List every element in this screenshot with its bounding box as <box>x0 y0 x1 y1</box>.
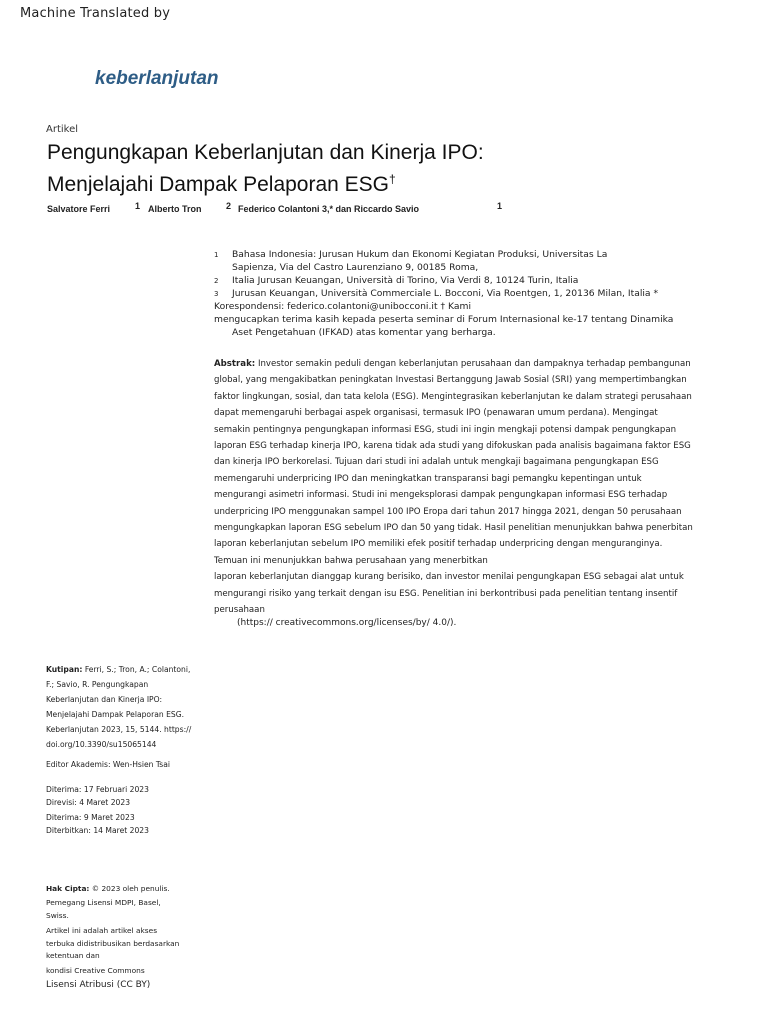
author-2[interactable]: Alberto Tron <box>148 204 202 214</box>
copyright-line: Swiss. <box>46 911 69 920</box>
copyright-line-text: © 2023 oleh penulis. <box>89 884 170 893</box>
citation-line: Keberlanjutan dan Kinerja IPO: <box>46 695 163 704</box>
title-dagger: † <box>389 172 396 186</box>
citation-line: Menjelajahi Dampak Pelaporan ESG. <box>46 710 184 719</box>
citation-line: F.; Savio, R. Pengungkapan <box>46 680 149 689</box>
abstract-label: Abstrak: <box>214 359 256 369</box>
cc-by-license[interactable]: Lisensi Atribusi (CC BY) <box>46 980 151 990</box>
abstract-line: dapat memengaruhi berbagai aspek organisasi, termasuk IPO (penawaran umum perdana). Mengingat <box>214 408 658 419</box>
abstract-line: Temuan ini menunjukkan bahwa perusahaan yang menerbitkan <box>214 555 488 566</box>
author-1-affil: 1 <box>135 201 141 211</box>
date-accepted: Diterima: 9 Maret 2023 <box>46 813 135 822</box>
open-access-note <box>46 925 201 977</box>
open-access-line: kondisi Creative Commons <box>46 965 145 975</box>
abstract-line-text: Investor semakin peduli dengan keberlanjutan perusahaan dan dampaknya terhadap pembangunan <box>255 359 691 369</box>
citation-label: Kutipan: <box>46 665 83 674</box>
article-type: Artikel <box>46 124 79 135</box>
abstract-line: mengungkapkan laporan ESG sebelum IPO dan 50 yang tidak. Hasil penelitian menunjukkan bahwa penerbitan <box>214 523 693 534</box>
citation-line-text: Ferri, S.; Tron, A.; Colantoni, <box>82 665 191 674</box>
date-revised: Direvisi: 4 Maret 2023 <box>46 798 131 807</box>
abstract-line: faktor lingkungan, sosial, dan tata kelola (ESG). Mengintegrasikan keberlanjutan ke dalam strategi perusahaan <box>214 391 692 402</box>
copyright-label: Hak Cipta: <box>46 884 90 893</box>
author-1[interactable]: Salvatore Ferri <box>47 204 111 214</box>
journal-name: keberlanjutan <box>95 68 219 89</box>
copyright <box>46 882 201 923</box>
abstract-line: dan kinerja IPO berkorelasi. Tujuan dari studi ini adalah untuk mengkaji bagaimana pengungkapan ESG <box>214 457 659 468</box>
abstract-line: mengurangi asimetri informasi. Studi ini mengeksplorasi dampak pengungkapan informasi ESG terhadap <box>214 490 668 501</box>
author-4-affil: 1 <box>497 201 503 211</box>
copyright-line <box>46 882 201 896</box>
abstract-line: laporan keberlanjutan dianggap kurang berisiko, dan investor menilai pengungkapan ESG sebagai alat untuk <box>214 572 684 583</box>
abstract-line: laporan ESG terhadap kinerja IPO, karena tidak ada studi yang difokuskan pada analisis bagaimana faktor ESG <box>214 441 691 452</box>
academic-editor: Editor Akademis: Wen-Hsien Tsai <box>46 760 170 769</box>
citation <box>46 662 206 752</box>
open-access-line: Artikel ini adalah artikel akses <box>46 926 158 935</box>
open-access-line: ketentuan dan <box>46 951 100 960</box>
citation-line: Keberlanjutan 2023, 15, 5144. https:// <box>46 725 192 734</box>
abstract <box>214 356 724 619</box>
date-published: Diterbitkan: 14 Maret 2023 <box>46 826 149 835</box>
affiliation-2-num: 2 <box>214 277 219 285</box>
affiliation-2 <box>214 275 734 288</box>
affiliation-3 <box>214 288 734 301</box>
abstract-line: semakin pentingnya pengungkapan informasi ESG, studi ini ingin mengkaji potensi dampak pengungkapan <box>214 424 677 435</box>
acknowledgment-line-1: mengucapkan terima kasih kepada peserta seminar di Forum Internasional ke-17 tentang Dinamika <box>214 314 674 325</box>
abstract-line: perusahaan <box>214 605 265 616</box>
license-link[interactable]: (https:// creativecommons.org/licenses/by/ 4.0/). <box>237 618 457 628</box>
affiliation-3-num: 3 <box>214 290 219 298</box>
affiliation-1-line1: Bahasa Indonesia: Jurusan Hukum dan Ekonomi Kegiatan Produksi, Universitas La <box>232 249 608 260</box>
title-line-2-text: Menjelajahi Dampak Pelaporan ESG <box>47 173 390 196</box>
acknowledgment-line-2: Aset Pengetahuan (IFKAD) atas komentar yang berharga. <box>232 327 496 338</box>
affiliation-1-line2: Sapienza, Via del Castro Laurenziano 9, 00185 Roma, <box>232 261 479 273</box>
abstract-line: underpricing IPO menggunakan sampel 100 IPO Eropa dari tahun 2017 hingga 2021, dengan 50 perusahaan <box>214 506 682 517</box>
title-line-1: Pengungkapan Keberlanjutan dan Kinerja IPO: <box>47 141 484 164</box>
machine-translated-note: Machine Translated by <box>20 6 171 21</box>
open-access-line: terbuka didistribusikan berdasarkan <box>46 938 180 948</box>
copyright-line: Pemegang Lisensi MDPI, Basel, <box>46 897 161 907</box>
citation-doi[interactable]: doi.org/10.3390/su15065144 <box>46 740 157 749</box>
affiliation-3-line1: Jurusan Keuangan, Università Commerciale L. Bocconi, Via Roentgen, 1, 20136 Milan, Italia * <box>232 288 659 299</box>
abstract-line: memengaruhi underpricing IPO dan meningkatkan transparansi bagi pemangku kepentingan untuk <box>214 473 642 484</box>
author-2-affil: 2 <box>226 201 232 211</box>
affiliation-1-num: 1 <box>214 251 219 259</box>
affiliation-2-line1: Italia Jurusan Keuangan, Università di Torino, Via Verdi 8, 10124 Turin, Italia <box>232 275 579 286</box>
title-line-2 <box>47 166 667 198</box>
citation-line <box>46 662 206 677</box>
abstract-line: mengurangi risiko yang terkait dengan isu ESG. Penelitian ini berkontribusi pada penelitian tentang insentif <box>214 588 678 599</box>
abstract-line: laporan keberlanjutan sebelum IPO memiliki efek positif terhadap underpricing dengan menguranginya. <box>214 539 663 550</box>
author-3-4[interactable]: Federico Colantoni 3,* dan Riccardo Savio <box>238 204 420 214</box>
correspondence[interactable]: Korespondensi: federico.colantoni@unibocconi.it † Kami <box>214 301 471 312</box>
abstract-line <box>214 356 724 372</box>
article-title <box>47 140 667 198</box>
date-received: Diterima: 17 Februari 2023 <box>46 785 149 794</box>
abstract-line: global, yang mengakibatkan peningkatan Investasi Bertanggung Jawab Sosial (SRI) yang mempertimbangkan <box>214 375 687 386</box>
